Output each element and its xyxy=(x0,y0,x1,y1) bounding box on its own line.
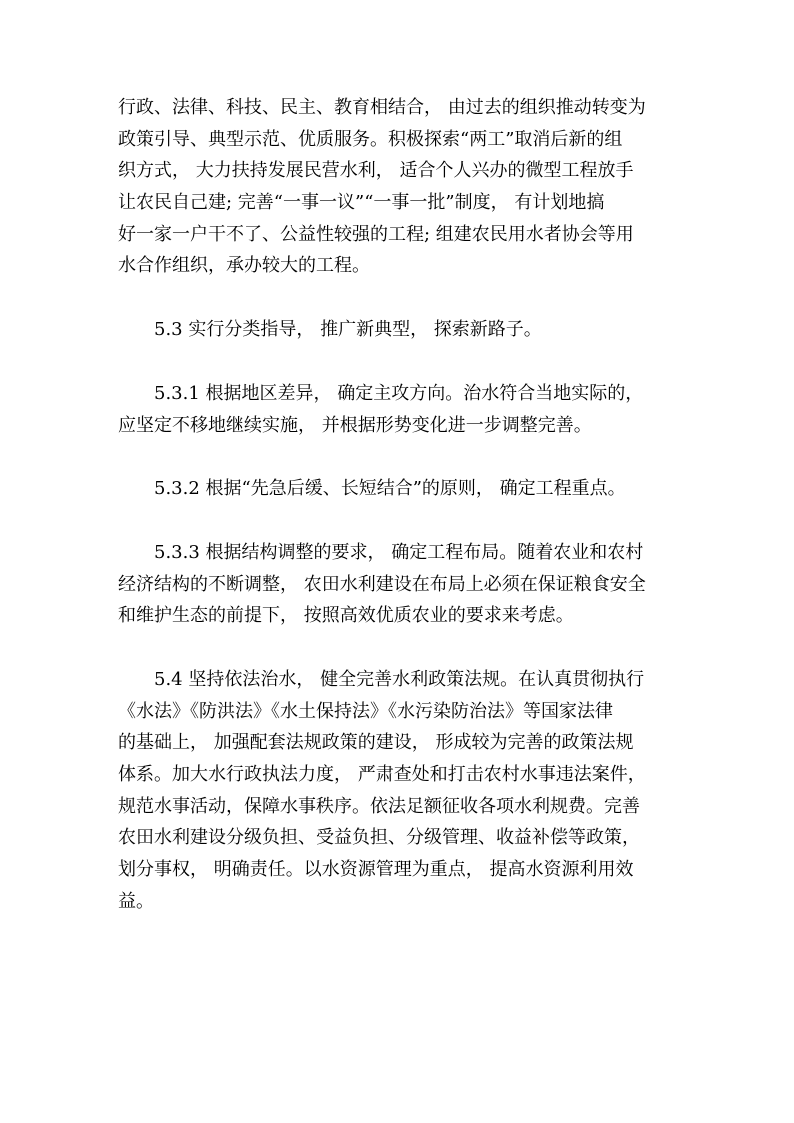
document-page xyxy=(118,92,678,917)
section-5-3-heading xyxy=(118,314,678,346)
section-5-3-3-paragraph xyxy=(118,537,678,632)
text-line: 规范水事活动，保障水事秩序。依法足额征收各项水利规费。完善 xyxy=(118,795,640,817)
text-line: 5.3 实行分类指导， 推广新典型， 探索新路子。 xyxy=(154,319,542,341)
text-line: 益。 xyxy=(118,890,154,912)
text-line: 织方式， 大力扶持发展民营水利， 适合个人兴办的微型工程放手 xyxy=(118,160,634,182)
text-line: 5.4 坚持依法治水， 健全完善水利政策法规。在认真贯彻执行 xyxy=(154,668,645,690)
text-line: 经济结构的不断调整， 农田水利建设在布局上必须在保证粮食安全 xyxy=(118,573,646,595)
text-line: 农田水利建设分级负担、受益负担、分级管理、收益补偿等政策， xyxy=(118,827,640,849)
paragraph-continuation xyxy=(118,92,678,282)
text-line: 政策引导、典型示范、优质服务。积极探索“两工”取消后新的组 xyxy=(118,128,623,150)
text-line: 5.3.1 根据地区差异， 确定主攻方向。治水符合当地实际的， xyxy=(154,382,644,404)
text-line: 的基础上， 加强配套法规政策的建设， 形成较为完善的政策法规 xyxy=(118,732,634,754)
text-line: 和维护生态的前提下， 按照高效优质农业的要求来考虑。 xyxy=(118,605,574,627)
section-5-3-2-paragraph xyxy=(118,473,678,505)
text-line: 应坚定不移地继续实施， 并根据形势变化进一步调整完善。 xyxy=(118,414,592,436)
text-line: 《水法》《防洪法》《水土保持法》《水污染防治法》等国家法律 xyxy=(118,700,613,722)
text-line: 划分事权， 明确责任。以水资源管理为重点， 提高水资源利用效 xyxy=(118,859,634,881)
text-line: 5.3.3 根据结构调整的要求， 确定工程布局。随着农业和农村 xyxy=(154,541,644,563)
text-line: 5.3.2 根据“先急后缓、长短结合”的原则， 确定工程重点。 xyxy=(154,478,626,500)
text-line: 体系。加大水行政执法力度， 严肃查处和打击农村水事违法案件， xyxy=(118,764,646,785)
text-line: 让农民自己建; 完善“一事一议”“一事一批”制度， 有计划地搞 xyxy=(118,192,605,214)
text-line: 行政、法律、科技、民主、教育相结合， 由过去的组织推动转变为 xyxy=(118,97,646,118)
section-5-4-paragraph xyxy=(118,664,678,918)
text-line: 水合作组织，承办较大的工程。 xyxy=(118,255,370,277)
section-5-3-1-paragraph xyxy=(118,378,678,441)
text-line: 好一家一户干不了、公益性较强的工程; 组建农民用水者协会等用 xyxy=(118,223,634,245)
